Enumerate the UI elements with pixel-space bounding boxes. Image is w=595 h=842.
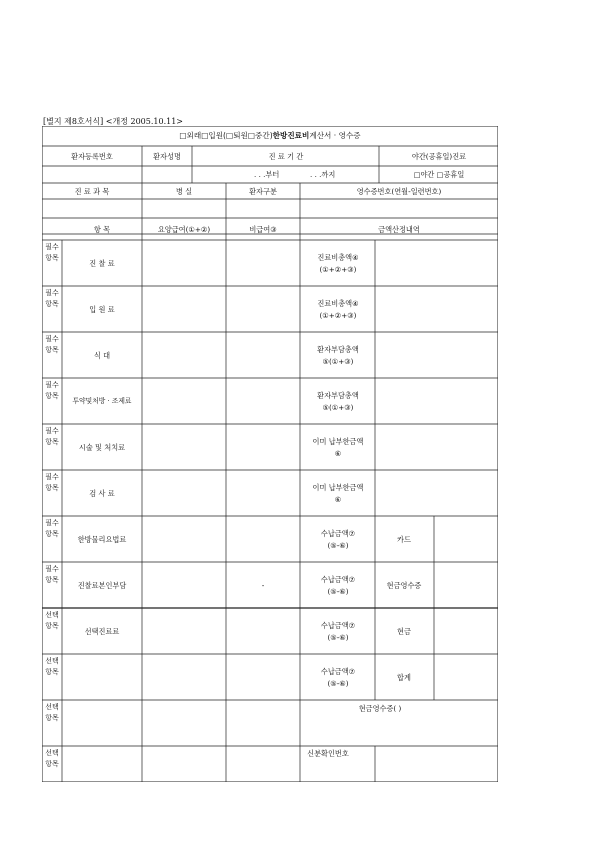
item-label: 선택진료료: [84, 627, 120, 636]
receipt-no-label: 영수증번호(연월-일련번호): [356, 187, 442, 196]
visit-type-options: □외래□입원(□퇴원□중간): [179, 131, 273, 140]
category-optional: 선택항목: [45, 703, 59, 722]
item-label: 진찰료본인부담: [77, 581, 127, 590]
category-required: 필수항목: [45, 473, 59, 492]
id-confirm-label: 신분확인번호: [307, 749, 349, 758]
period-from: . . .부터: [254, 170, 280, 179]
calc-label: 수납금액⑦ (⑤-⑥): [320, 575, 356, 596]
night-label: 야간(공휴일)진료: [411, 152, 467, 161]
calc-label: 이미 납부한금액 ⑥: [312, 437, 364, 458]
category-required: 필수항목: [45, 565, 59, 584]
category-required: 필수항목: [45, 289, 59, 308]
title-suffix: 계산서 · 영수증: [309, 131, 361, 140]
calc-label: 환자부담총액 ⑤(①+③): [317, 345, 359, 366]
calc-label: 수납금액⑦ (⑤-⑥): [320, 621, 356, 642]
patient-no-label: 환자등록번호: [71, 152, 113, 161]
category-required: 필수항목: [45, 335, 59, 354]
calc-label: 진료비총액④ (①+②+③): [317, 299, 359, 320]
calc-label: 이미 납부한금액 ⑥: [312, 483, 364, 504]
cash-receipt-line: 현금영수증( ): [358, 704, 402, 713]
patient-type-label: 환자구분: [249, 187, 277, 196]
payment-cash-label: 현금: [397, 627, 411, 636]
form-title: [179, 132, 360, 140]
calc-label: 환자부담총액 ⑤(①+③): [317, 391, 359, 412]
category-optional: 선택항목: [45, 611, 59, 630]
item-label: 식 대: [93, 351, 111, 360]
dash-mark: -: [261, 581, 265, 590]
payment-total-label: 합계: [397, 673, 411, 682]
patient-name-label: 환자성명: [153, 152, 181, 161]
item-label: 투약및처방 · 조제료: [72, 397, 132, 405]
header-calc: 금액산정내역: [378, 225, 420, 234]
item-label: 한방물리요법료: [77, 535, 127, 544]
category-optional: 선택항목: [45, 657, 59, 676]
period-label: 진 료 기 간: [268, 152, 304, 161]
period-to: . . .까지: [310, 170, 336, 179]
item-label: 검 사 료: [89, 489, 115, 498]
category-required: 필수항목: [45, 427, 59, 446]
calc-label: 수납금액⑦ (⑤-⑥): [320, 667, 356, 688]
form-caption: [별지 제8호서식] <개정 2005.10.11>: [43, 117, 183, 126]
header-insured: 요양급여(①+②): [157, 225, 211, 234]
payment-card-label: 카드: [397, 535, 411, 544]
item-label: 입 원 료: [89, 305, 115, 314]
calc-label: 수납금액⑦ (⑤-⑥): [320, 529, 356, 550]
night-options[interactable]: □야간 □공휴일: [413, 170, 465, 179]
category-required: 필수항목: [45, 381, 59, 400]
payment-cash-receipt-label: 현금영수증: [386, 581, 422, 590]
item-label: 시술 및 처치료: [78, 443, 126, 452]
header-item: 항 목: [93, 225, 111, 234]
item-label: 진 찰 료: [89, 259, 115, 268]
category-optional: 선택항목: [45, 749, 59, 768]
header-non-covered: 비급여③: [249, 225, 277, 234]
calc-label: 진료비총액④ (①+②+③): [317, 253, 359, 274]
department-label: 진 료 과 목: [74, 187, 110, 196]
ward-label: 병 실: [175, 187, 193, 196]
title-main: 한방진료비: [272, 131, 310, 140]
category-required: 필수항목: [45, 519, 59, 538]
category-required: 필수항목: [45, 243, 59, 262]
billing-form: [42, 126, 498, 782]
